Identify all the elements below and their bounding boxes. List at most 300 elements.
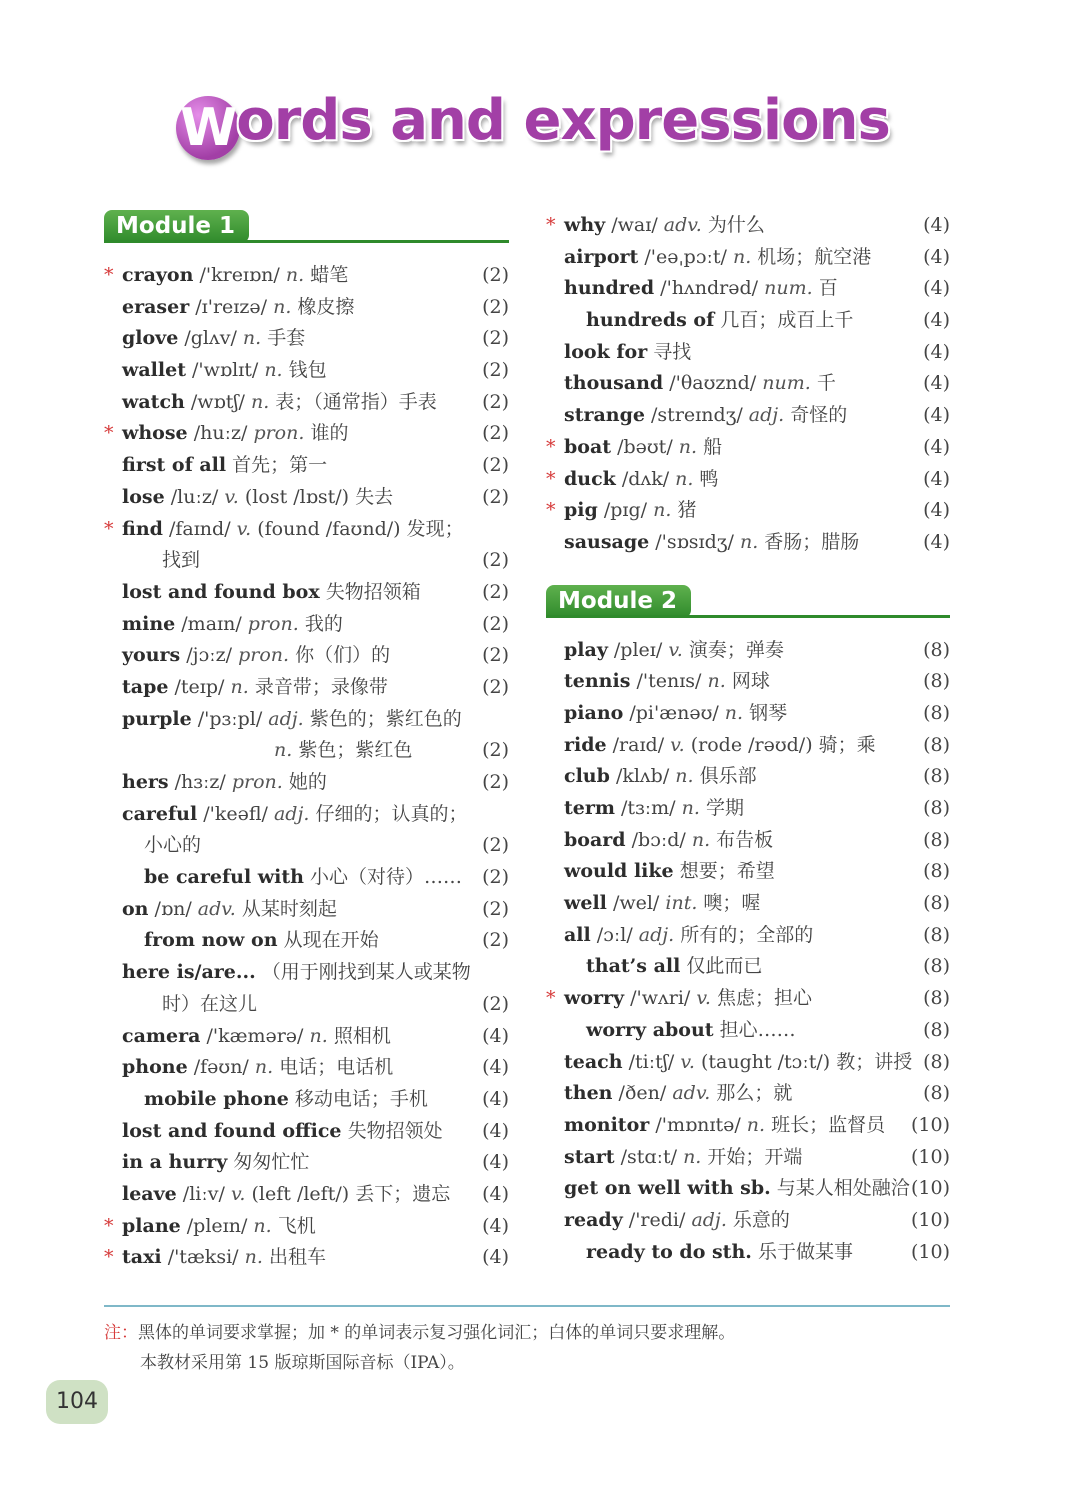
entry-word: duck	[564, 467, 616, 490]
entry-text	[564, 1110, 885, 1141]
word-entry	[546, 856, 950, 888]
entry-part-of-speech: n.	[739, 530, 759, 553]
entry-part-of-speech: adv.	[197, 897, 236, 920]
entry-phonetic: /bɔːd/	[631, 828, 686, 851]
word-entry	[104, 862, 509, 894]
word-entry	[104, 545, 509, 577]
entry-phonetic: /ɪ'reɪzə/	[195, 295, 268, 318]
entry-word: worry about	[586, 1018, 714, 1041]
title-first-letter: W	[176, 96, 240, 160]
entry-meaning: 紫色的；紫红色的	[309, 707, 462, 730]
entry-word: that’s all	[586, 955, 681, 978]
entry-word: term	[564, 797, 615, 819]
entry-phonetic: /'kæmərə/	[206, 1024, 304, 1047]
word-entry	[104, 1211, 509, 1243]
entry-word: club	[564, 765, 610, 788]
entry-phonetic: /pleɪn/	[186, 1214, 248, 1237]
unit-reference: (8)	[923, 955, 950, 978]
unit-reference: (8)	[923, 828, 950, 851]
entry-word: would like	[564, 860, 674, 883]
entry-phonetic: /'mɒnɪtə/	[655, 1113, 741, 1136]
entry-phonetic: /dʌk/	[621, 467, 670, 490]
entry-part-of-speech: n.	[732, 245, 752, 268]
entry-meaning: 首先；第一	[232, 454, 328, 477]
entry-text	[564, 400, 847, 431]
unit-reference: (4)	[482, 1024, 509, 1047]
entry-phonetic: /'tenɪs/	[636, 670, 702, 693]
unit-reference: (8)	[923, 670, 950, 693]
review-star-mark: *	[104, 264, 114, 286]
entry-meaning: 从现在开始	[283, 929, 379, 952]
entry-meaning: (lost /lɒst/) 失去	[244, 485, 394, 508]
entry-meaning: (found /faʊnd/) 发现；	[257, 517, 464, 540]
entry-meaning: 录音带；录像带	[254, 675, 388, 698]
unit-reference: (8)	[923, 1018, 950, 1041]
unit-reference: (4)	[482, 1056, 509, 1079]
entry-text	[564, 527, 859, 558]
word-entry	[546, 825, 950, 857]
unit-reference: (4)	[923, 499, 950, 522]
entry-part-of-speech: v.	[224, 485, 239, 508]
unit-reference: (4)	[923, 404, 950, 427]
entry-part-of-speech: n.	[285, 264, 305, 286]
entry-part-of-speech: n.	[253, 1214, 272, 1237]
entry-phonetic: /glʌv/	[184, 327, 237, 350]
entry-word: all	[564, 923, 591, 946]
entry-part-of-speech: n.	[707, 670, 726, 693]
word-entry	[546, 761, 950, 793]
entry-meaning: 寻找	[653, 340, 692, 363]
word-entry	[546, 305, 950, 337]
entry-text	[564, 432, 722, 463]
entry-phonetic: /pleɪ/	[613, 638, 663, 661]
entry-text	[564, 793, 744, 824]
entry-part-of-speech: adv.	[663, 214, 702, 236]
entry-word: pig	[564, 499, 598, 522]
entry-text	[564, 210, 765, 241]
unit-reference: (10)	[910, 1208, 950, 1231]
review-star-mark: *	[546, 987, 556, 1010]
footer-rule	[104, 1305, 950, 1307]
entry-text	[564, 635, 784, 666]
entry-part-of-speech: n.	[244, 1246, 263, 1269]
word-entry	[104, 1052, 509, 1084]
entry-text	[274, 735, 412, 766]
entry-meaning: 奇怪的	[790, 404, 848, 427]
entry-phonetic: /wɒtʃ/	[190, 390, 245, 413]
entry-text	[564, 368, 836, 399]
entry-word: on	[122, 897, 149, 920]
entry-phonetic: /'pɜːpl/	[197, 707, 263, 730]
entry-part-of-speech: n.	[264, 359, 283, 382]
entry-phonetic: /hɜːz/	[174, 771, 226, 793]
entry-meaning: 布告板	[716, 828, 774, 851]
entry-text	[122, 957, 471, 988]
review-star-mark: *	[104, 517, 114, 540]
entry-text	[144, 830, 201, 861]
unit-reference: (8)	[923, 638, 950, 661]
entry-word: watch	[122, 390, 185, 413]
entry-phonetic: /wel/	[612, 892, 660, 915]
entry-meaning: 乐于做某事	[757, 1240, 853, 1263]
entry-meaning: 乐意的	[732, 1208, 790, 1231]
entry-text	[564, 242, 871, 273]
entry-meaning: 飞机	[277, 1214, 316, 1237]
review-star-mark: *	[546, 467, 556, 490]
footnote-line-1	[104, 1318, 735, 1343]
entry-text	[564, 1142, 802, 1173]
entry-meaning: 时）在这儿	[162, 992, 258, 1015]
entry-phonetic: /ɔːl/	[596, 923, 633, 946]
entry-meaning: 所有的；全部的	[680, 923, 814, 946]
unit-reference: (8)	[923, 701, 950, 724]
unit-reference: (4)	[923, 245, 950, 268]
entry-word: piano	[564, 701, 624, 724]
entry-meaning: 钢琴	[749, 701, 788, 724]
review-star-mark: *	[104, 1246, 114, 1269]
word-entry	[546, 1237, 950, 1269]
entry-part-of-speech: n.	[675, 765, 694, 788]
unit-reference: (2)	[482, 549, 509, 572]
entry-meaning: 船	[703, 435, 723, 458]
entry-part-of-speech: pron.	[253, 422, 305, 445]
entry-meaning: 学期	[705, 797, 744, 819]
unit-reference: (2)	[482, 359, 509, 382]
entry-text	[162, 989, 257, 1020]
entry-word: yours	[122, 644, 181, 667]
unit-reference: (2)	[482, 771, 509, 793]
entry-word: whose	[122, 422, 188, 445]
unit-reference: (8)	[923, 987, 950, 1010]
entry-phonetic: /'hʌndrəd/	[660, 277, 759, 300]
unit-reference: (10)	[910, 1113, 950, 1136]
entry-text	[144, 1084, 428, 1115]
entry-meaning: (left /left/) 丢下；遗忘	[251, 1182, 451, 1205]
word-entry	[546, 210, 950, 242]
entry-word: crayon	[122, 264, 194, 286]
entry-meaning: 从某时刻起	[241, 897, 337, 920]
entry-meaning: 电话；电话机	[279, 1056, 394, 1079]
entry-text	[122, 514, 464, 545]
word-entry	[104, 355, 509, 387]
footnote-text-1: 黑体的单词要求掌握；加 * 的单词表示复习强化词汇；白体的单词只要求理解。	[138, 1323, 736, 1343]
entry-part-of-speech: v.	[230, 1182, 246, 1205]
module-2-rule	[546, 615, 950, 618]
entry-word: hundreds of	[586, 309, 715, 332]
entry-word: thousand	[564, 372, 664, 395]
entry-meaning: 匆匆忙忙	[233, 1151, 310, 1174]
entry-part-of-speech: v.	[668, 638, 683, 661]
entry-part-of-speech: n.	[273, 295, 292, 318]
word-entry	[104, 387, 509, 419]
entry-part-of-speech: n.	[675, 467, 694, 490]
entry-phonetic: /liːv/	[182, 1182, 225, 1205]
entry-text	[122, 1147, 309, 1178]
entry-text	[122, 1179, 450, 1210]
entry-text	[122, 1116, 443, 1147]
entry-text	[122, 799, 467, 830]
unit-reference: (10)	[910, 1240, 950, 1263]
entry-word: glove	[122, 327, 179, 350]
entry-meaning: 千	[816, 372, 836, 395]
entry-word: wallet	[122, 359, 186, 382]
entry-word: first of all	[122, 454, 227, 477]
unit-reference: (2)	[482, 644, 509, 667]
entry-phonetic: /'kreɪɒn/	[199, 264, 280, 286]
entry-part-of-speech: n.	[678, 435, 698, 458]
unit-reference: (4)	[923, 277, 950, 300]
entry-part-of-speech: n.	[691, 828, 711, 851]
entry-part-of-speech: int.	[665, 892, 698, 915]
unit-reference: (2)	[482, 422, 509, 445]
entry-word: start	[564, 1145, 615, 1168]
unit-reference: (4)	[923, 467, 950, 490]
word-entry	[546, 242, 950, 274]
unit-reference: (4)	[482, 1214, 509, 1237]
unit-reference: (2)	[482, 454, 509, 477]
unit-reference: (10)	[910, 1177, 950, 1200]
entry-word: strange	[564, 404, 645, 427]
entry-phonetic: /'tæksi/	[167, 1246, 239, 1269]
word-entry	[546, 666, 950, 698]
entry-word: here is/are...	[122, 961, 256, 984]
unit-reference: (8)	[923, 733, 950, 756]
entry-text	[122, 609, 343, 640]
entry-meaning: 为什么	[707, 214, 765, 236]
entry-text	[586, 305, 853, 336]
entry-meaning: 俱乐部	[699, 765, 757, 788]
entry-meaning: 手套	[267, 327, 306, 350]
word-entry	[546, 1078, 950, 1110]
entry-word: why	[564, 214, 606, 236]
entry-phonetic: /raɪd/	[612, 733, 665, 756]
entry-text	[122, 450, 327, 481]
entry-text	[564, 698, 787, 729]
entry-text	[122, 577, 421, 608]
entry-meaning: 开始；开端	[707, 1145, 803, 1168]
entry-word: boat	[564, 435, 612, 458]
word-entry	[546, 368, 950, 400]
unit-reference: (8)	[923, 923, 950, 946]
unit-reference: (8)	[923, 765, 950, 788]
word-entry	[104, 735, 509, 767]
entry-part-of-speech: v.	[236, 517, 252, 540]
unit-reference: (4)	[482, 1246, 509, 1269]
entry-word: hers	[122, 771, 169, 793]
entry-meaning: 仅此而已	[686, 955, 763, 978]
unit-reference: (8)	[923, 1082, 950, 1105]
entry-text	[122, 1052, 393, 1083]
word-entry	[546, 337, 950, 369]
entry-meaning: 小心（对待）……	[310, 866, 463, 889]
entry-text	[564, 983, 812, 1014]
entry-part-of-speech: n.	[309, 1024, 328, 1047]
module-2-word-list	[546, 635, 950, 1269]
entry-meaning: （用于刚找到某人或某物	[261, 961, 471, 984]
entry-word: mobile phone	[144, 1087, 289, 1110]
entry-text	[564, 666, 770, 697]
word-entry	[546, 635, 950, 667]
unit-reference: (8)	[923, 797, 950, 819]
entry-word: mine	[122, 612, 176, 635]
entry-part-of-speech: v.	[670, 733, 685, 756]
word-entry	[104, 292, 509, 324]
entry-word: leave	[122, 1182, 177, 1205]
entry-part-of-speech: n.	[653, 499, 672, 522]
word-entry	[104, 767, 509, 799]
entry-meaning: 小心的	[144, 834, 202, 857]
unit-reference: (2)	[482, 580, 509, 603]
entry-part-of-speech: n.	[250, 390, 270, 413]
word-entry	[546, 527, 950, 559]
entry-meaning: 找到	[162, 549, 201, 572]
module-1-tab: Module 1	[104, 210, 249, 243]
entry-part-of-speech: n.	[274, 739, 293, 762]
word-entry	[546, 1110, 950, 1142]
entry-phonetic: /ðen/	[618, 1082, 667, 1105]
unit-reference: (4)	[482, 1151, 509, 1174]
word-entry	[104, 1179, 509, 1211]
entry-part-of-speech: pron.	[247, 612, 299, 635]
module-1-word-list	[104, 260, 509, 1274]
entry-part-of-speech: n.	[254, 1056, 274, 1079]
unit-reference: (2)	[482, 675, 509, 698]
entry-meaning: 我的	[304, 612, 343, 635]
entry-phonetic: /'keəfl/	[203, 802, 268, 825]
entry-text	[162, 545, 200, 576]
entry-text	[122, 1021, 391, 1052]
word-entry	[546, 1142, 950, 1174]
entry-part-of-speech: adj.	[638, 923, 675, 946]
entry-text	[122, 482, 393, 513]
entry-meaning: 与某人相处融洽	[776, 1177, 910, 1200]
unit-reference: (2)	[482, 612, 509, 635]
word-entry	[546, 1205, 950, 1237]
word-entry	[104, 609, 509, 641]
entry-word: purple	[122, 707, 192, 730]
entry-part-of-speech: adj.	[691, 1208, 727, 1231]
entry-meaning: 担心……	[719, 1018, 796, 1041]
footnote-line-2: 本教材采用第 15 版琼斯国际音标（IPA）。	[140, 1353, 465, 1373]
unit-reference: (4)	[482, 1182, 509, 1205]
entry-word: plane	[122, 1214, 181, 1237]
unit-reference: (2)	[482, 834, 509, 857]
entry-meaning: 她的	[288, 771, 327, 793]
entry-text	[586, 1015, 796, 1046]
word-entry	[104, 799, 509, 831]
entry-word: look for	[564, 340, 648, 363]
entry-meaning: 那么；就	[716, 1082, 793, 1105]
entry-meaning: 紫色；紫红色	[298, 739, 413, 762]
entry-word: teach	[564, 1050, 623, 1073]
word-entry	[104, 925, 509, 957]
entry-word: be careful with	[144, 866, 304, 889]
entry-text	[586, 1237, 853, 1268]
review-star-mark: *	[546, 214, 556, 236]
entry-part-of-speech: adj.	[268, 707, 304, 730]
entry-phonetic: /ɒn/	[154, 897, 192, 920]
entry-text	[122, 292, 354, 323]
entry-phonetic: /maɪn/	[181, 612, 242, 635]
word-entry	[104, 1021, 509, 1053]
entry-text	[564, 856, 775, 887]
unit-reference: (2)	[482, 866, 509, 889]
unit-reference: (2)	[482, 264, 509, 286]
entry-phonetic: /'redi/	[628, 1208, 686, 1231]
unit-reference: (2)	[482, 295, 509, 318]
entry-part-of-speech: adv.	[672, 1082, 711, 1105]
entry-meaning: 想要；希望	[679, 860, 775, 883]
entry-meaning: 鸭	[699, 467, 719, 490]
entry-meaning: 你（们）的	[295, 644, 391, 667]
entry-meaning: 移动电话；手机	[294, 1087, 428, 1110]
entry-phonetic: /'sɒsɪdʒ/	[655, 530, 734, 553]
word-entry	[104, 704, 509, 736]
entry-text	[564, 1205, 790, 1236]
entry-meaning: 照相机	[333, 1024, 391, 1047]
word-entry	[104, 957, 509, 989]
entry-part-of-speech: num.	[762, 372, 811, 395]
entry-word: tape	[122, 675, 169, 698]
unit-reference: (2)	[482, 929, 509, 952]
module-2-header	[546, 583, 950, 625]
word-entry	[104, 482, 509, 514]
entry-word: from now on	[144, 929, 278, 952]
entry-word: ride	[564, 733, 607, 756]
entry-meaning: 失物招领箱	[325, 580, 421, 603]
word-entry	[104, 418, 509, 450]
unit-reference: (2)	[482, 897, 509, 920]
word-entry	[104, 894, 509, 926]
entry-meaning: 网球	[731, 670, 770, 693]
entry-word: taxi	[122, 1246, 162, 1269]
entry-word: sausage	[564, 530, 650, 553]
entry-phonetic: /'wɒlɪt/	[192, 359, 259, 382]
word-entry	[546, 273, 950, 305]
entry-text	[122, 387, 437, 418]
left-column	[104, 208, 509, 1274]
unit-reference: (10)	[910, 1145, 950, 1168]
entry-part-of-speech: n.	[683, 1145, 702, 1168]
word-entry	[546, 495, 950, 527]
unit-reference: (8)	[923, 1050, 950, 1073]
entry-meaning: 几百；成百上千	[720, 309, 854, 332]
unit-reference: (2)	[482, 327, 509, 350]
entry-meaning: 百	[818, 277, 838, 300]
module-1-header	[104, 208, 509, 250]
word-entry	[104, 577, 509, 609]
entry-text	[564, 825, 773, 856]
entry-part-of-speech: n.	[242, 327, 262, 350]
entry-word: board	[564, 828, 626, 851]
entry-text	[122, 894, 337, 925]
word-entry	[104, 1242, 509, 1274]
entry-part-of-speech: adj.	[273, 802, 310, 825]
word-entry	[546, 432, 950, 464]
word-entry	[104, 450, 509, 482]
unit-reference: (8)	[923, 892, 950, 915]
entry-text	[564, 495, 696, 526]
entry-phonetic: /fəʊn/	[193, 1056, 249, 1079]
unit-reference: (4)	[923, 435, 950, 458]
module-1-rule	[104, 240, 509, 243]
entry-text	[122, 1211, 316, 1242]
right-column	[546, 208, 950, 1268]
word-entry	[546, 400, 950, 432]
word-entry	[104, 672, 509, 704]
entry-phonetic: /faɪnd/	[168, 517, 231, 540]
entry-phonetic: /jɔːz/	[186, 644, 233, 667]
